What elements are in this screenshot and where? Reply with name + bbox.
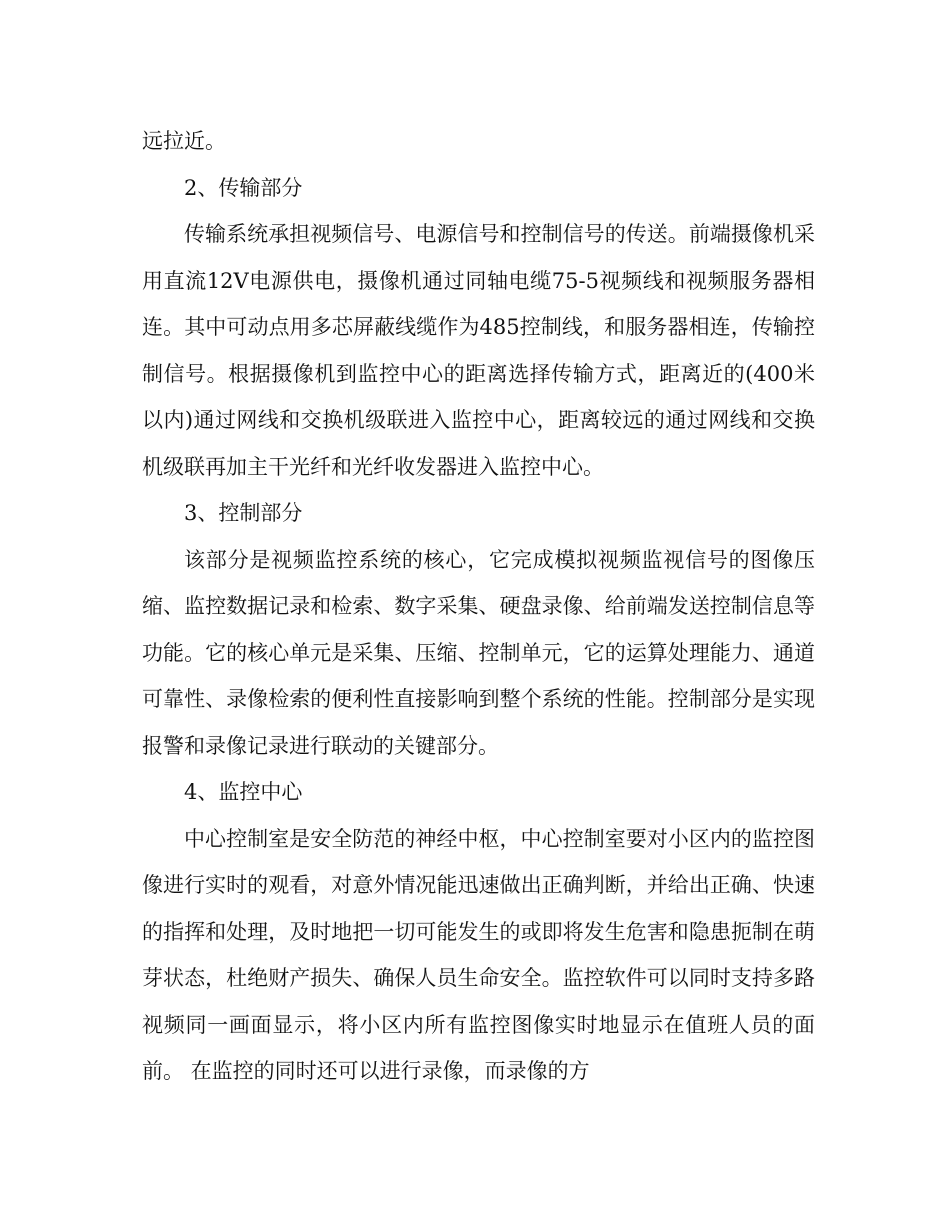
section-heading-control: 3、控制部分 <box>184 501 303 525</box>
section-heading-transmission: 2、传输部分 <box>184 175 303 200</box>
section-heading-monitoring-center: 4、监控中心 <box>184 780 303 804</box>
paragraph-control: 该部分是视频监控系统的核心，它完成模拟视频监视信号的图像压缩、监控数据记录和检索、数字采集、硬盘录像、给前端发送控制信息等功能。它的核心单元是采集、压缩、控制单元，它的运算处理能力、通道可靠性、录像检索的便利性直接影响到整个系统的性能。控制部分是实现报警和录像记录进行联动的关键部分。 <box>142 547 815 758</box>
paragraph-continued: 远拉近。 <box>142 129 226 153</box>
paragraph-transmission: 传输系统承担视频信号、电源信号和控制信号的传送。前端摄像机采用直流12V电源供电，摄像机通过同轴电缆75-5视频线和视频服务器相连。其中可动点用多芯屏蔽线缆作为485控制线，和服务器相连，传输控制信号。根据摄像机到监控中心的距离选择传输方式，距离近的(400米以内)通过网线和交换机级联进入监控中心，距离较远的通过网线和交换机级联再加主干光纤和光纤收发器进入监控中心。 <box>142 222 815 479</box>
paragraph-monitoring-center: 中心控制室是安全防范的神经中枢，中心控制室要对小区内的监控图像进行实时的观看，对意外情况能迅速做出正确判断，并给出正确、快速的指挥和处理，及时地把一切可能发生的或即将发生危害和隐患扼制在萌芽状态，杜绝财产损失、确保人员生命安全。监控软件可以同时支持多路视频同一画面显示，将小区内所有监控图像实时地显示在值班人员的面前。 在监控的同时还可以进行录像，而录像的方 <box>142 826 815 1083</box>
